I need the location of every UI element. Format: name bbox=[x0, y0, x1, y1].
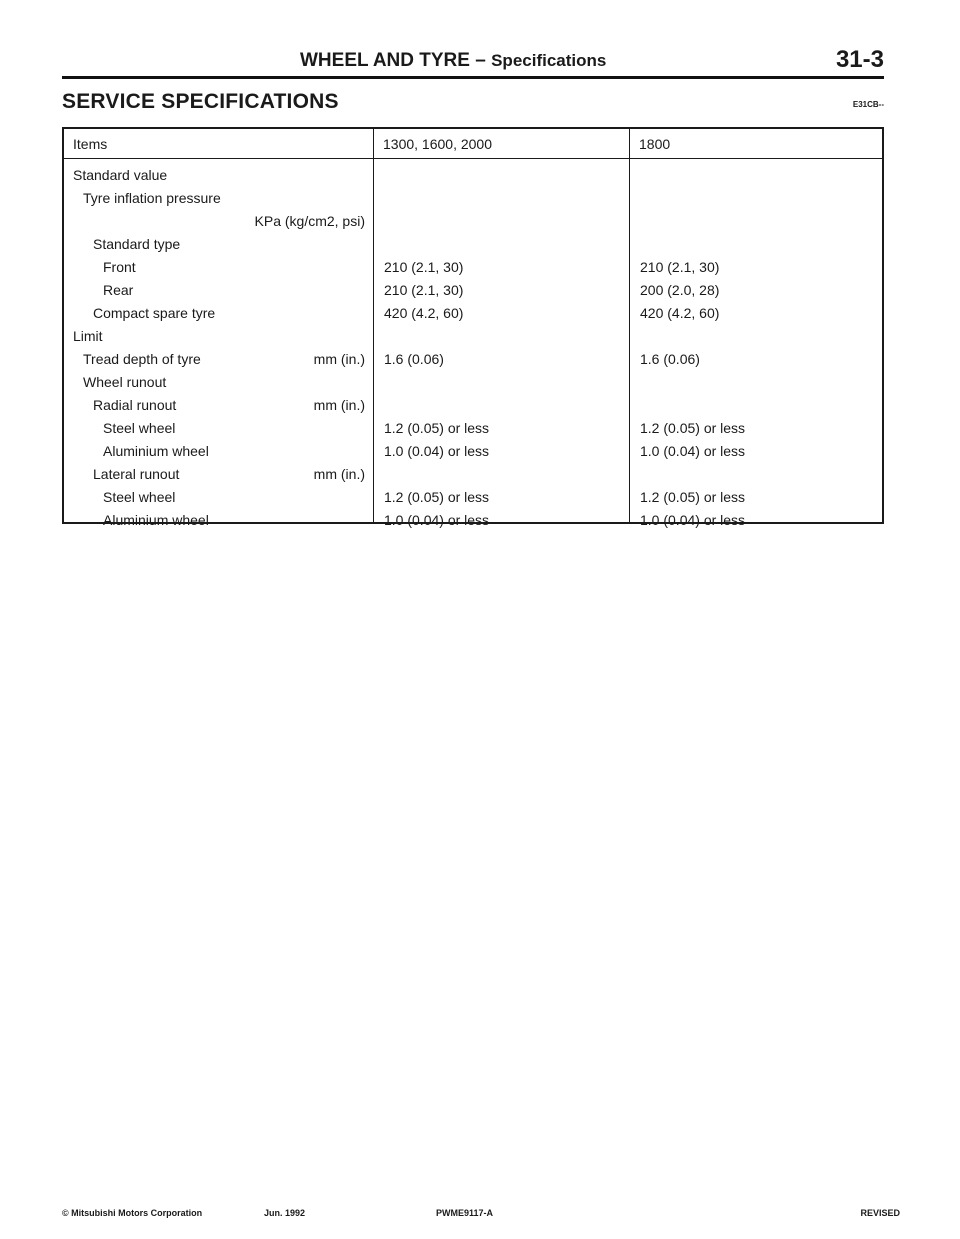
footer-status: REVISED bbox=[860, 1208, 900, 1218]
spec-value-1800: 1.2 (0.05) or less bbox=[640, 489, 746, 505]
page-header bbox=[62, 44, 884, 79]
spec-table bbox=[62, 127, 884, 528]
spec-value-1800: 1.0 (0.04) or less bbox=[640, 512, 746, 528]
spec-value-1800: 1.2 (0.05) or less bbox=[640, 420, 746, 436]
spec-value-1800: 210 (2.1, 30) bbox=[640, 259, 720, 275]
spec-item-label: Tyre inflation pressure bbox=[83, 190, 221, 206]
spec-item-label: Wheel runout bbox=[83, 374, 167, 390]
section-title: SERVICE SPECIFICATIONS bbox=[62, 90, 339, 113]
spec-value-1300-1600-2000: 1.6 (0.06) bbox=[384, 351, 444, 367]
spec-value-1800: 1.6 (0.06) bbox=[640, 351, 700, 367]
header-divider bbox=[64, 158, 882, 159]
spec-unit: mm (in.) bbox=[313, 466, 365, 482]
spec-unit: mm (in.) bbox=[313, 397, 365, 413]
page-number: 31-3 bbox=[835, 46, 884, 73]
page-title bbox=[300, 50, 606, 72]
spec-item-label: Front bbox=[103, 259, 136, 275]
footer-doc-code: PWME9117-A bbox=[436, 1208, 494, 1218]
column-header-items: Items bbox=[73, 136, 108, 152]
page-title-sub: Specifications bbox=[491, 51, 607, 70]
spec-value-1800: 200 (2.0, 28) bbox=[640, 282, 720, 298]
spec-item-label: Compact spare tyre bbox=[93, 305, 216, 321]
spec-item-label: Tread depth of tyre bbox=[83, 351, 201, 367]
footer-copyright: © Mitsubishi Motors Corporation bbox=[62, 1208, 203, 1218]
section-code: E31CB-- bbox=[852, 100, 884, 109]
spec-value-1300-1600-2000: 210 (2.1, 30) bbox=[384, 282, 464, 298]
spec-value-1300-1600-2000: 420 (4.2, 60) bbox=[384, 305, 464, 321]
spec-unit: KPa (kg/cm2, psi) bbox=[254, 213, 365, 229]
column-header-1800: 1800 bbox=[639, 136, 671, 152]
spec-value-1300-1600-2000: 1.0 (0.04) or less bbox=[384, 443, 490, 459]
spec-item-label: Standard value bbox=[73, 167, 168, 183]
column-header-1300-1600-2000: 1300, 1600, 2000 bbox=[383, 136, 492, 152]
page-title-main: WHEEL AND TYRE – bbox=[300, 50, 486, 71]
spec-item-label: Standard type bbox=[93, 236, 181, 252]
spec-item-label: Radial runout bbox=[93, 397, 177, 413]
spec-item-label: Aluminium wheel bbox=[103, 512, 209, 528]
footer-date: Jun. 1992 bbox=[264, 1208, 306, 1218]
spec-value-1800: 420 (4.2, 60) bbox=[640, 305, 720, 321]
spec-item-label: Lateral runout bbox=[93, 466, 180, 482]
spec-value-1300-1600-2000: 210 (2.1, 30) bbox=[384, 259, 464, 275]
spec-value-1300-1600-2000: 1.2 (0.05) or less bbox=[384, 420, 490, 436]
column-divider bbox=[373, 129, 374, 522]
page-footer bbox=[62, 1208, 900, 1224]
spec-item-label: Steel wheel bbox=[103, 420, 176, 436]
spec-item-label: Steel wheel bbox=[103, 489, 176, 505]
spec-item-label: Limit bbox=[73, 328, 103, 344]
column-divider bbox=[629, 129, 630, 522]
spec-unit: mm (in.) bbox=[313, 351, 365, 367]
spec-item-label: Aluminium wheel bbox=[103, 443, 209, 459]
spec-value-1800: 1.0 (0.04) or less bbox=[640, 443, 746, 459]
spec-value-1300-1600-2000: 1.2 (0.05) or less bbox=[384, 489, 490, 505]
spec-value-1300-1600-2000: 1.0 (0.04) or less bbox=[384, 512, 490, 528]
spec-item-label: Rear bbox=[103, 282, 134, 298]
